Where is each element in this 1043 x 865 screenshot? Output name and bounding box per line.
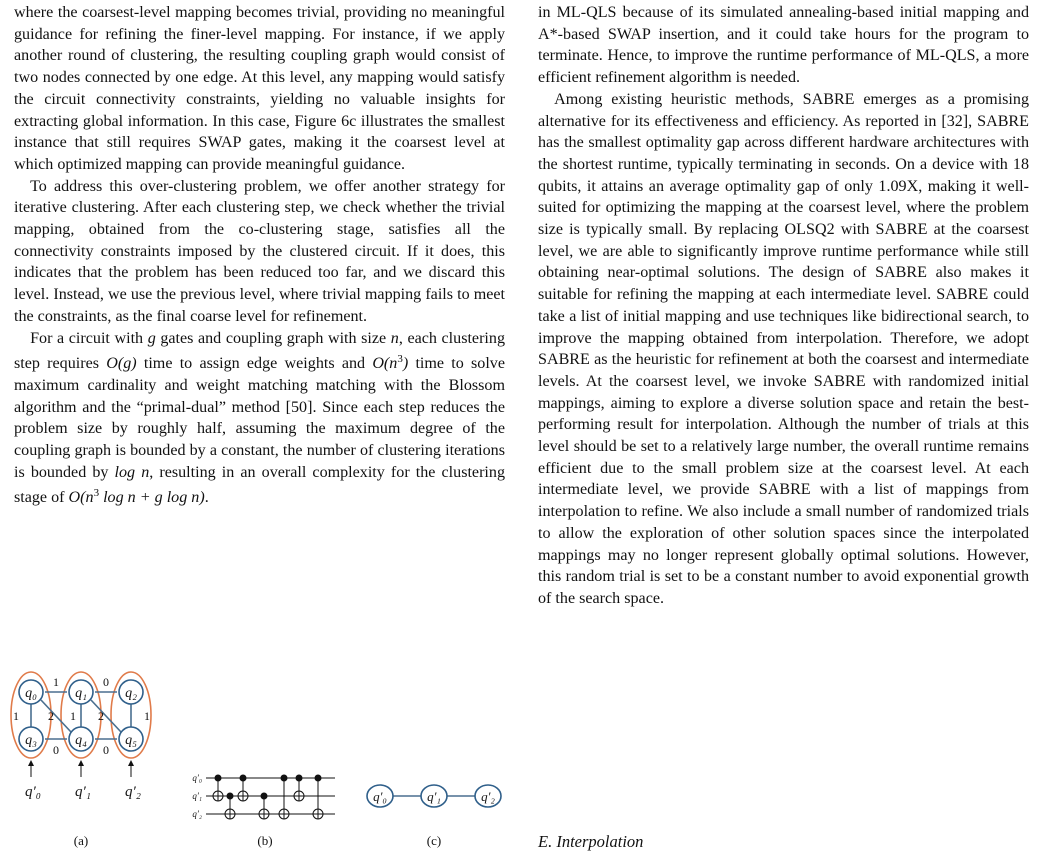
text-run: For a circuit with — [30, 329, 148, 347]
node-label: q₂ — [125, 686, 137, 701]
math-part: log n + g log n) — [99, 489, 205, 507]
cnot-control — [261, 793, 268, 800]
text-run: , resulting in an overall complexity for the clustering stage of — [14, 463, 505, 507]
math-n: n — [390, 329, 399, 347]
arrowhead — [78, 760, 84, 766]
edge-weight: 1 — [70, 709, 76, 723]
caption-a: (a) — [73, 833, 89, 848]
left-paragraph-1: where the coarsest-level mapping becomes trivial, providing no meaningful guidance for refining the finer-level mapping. For instance, if we apply another round of clustering, the resulting coupling graph would consist of two nodes connected by one edge. At this level, any mapping would satisfy the circuit connectivity constraints, yielding no valuable insights for extracting global information. In this case, Figure 6c illustrates the smallest instance that still requires SWAP gates, making it the coarsest level at which optimized mapping can provide meaningful guidance. — [14, 4, 505, 173]
node-label: q₁ — [75, 686, 87, 701]
section-heading: E. Interpolation — [538, 832, 644, 851]
node-label: q′₀ — [373, 789, 387, 804]
figure-6 — [0, 665, 520, 860]
edge-weight: 1 — [53, 675, 59, 689]
edge-weight: 0 — [103, 743, 109, 757]
math-part: O(n — [372, 355, 398, 373]
figure-svg — [0, 665, 520, 860]
left-column — [14, 2, 505, 509]
text-run: time to assign edge weights and — [136, 355, 373, 373]
math-exp: 3 — [93, 487, 100, 500]
cluster-label: q′₂ — [125, 784, 141, 800]
text-run: . — [204, 489, 209, 507]
edge-weight: 2 — [48, 709, 54, 723]
text-run: , each clustering step requires — [14, 329, 505, 373]
cnot-control — [315, 775, 322, 782]
math-complexity — [69, 489, 205, 506]
edge-weight: 2 — [98, 709, 104, 723]
node-label: q′₂ — [481, 789, 495, 804]
math-part: O(n — [68, 489, 94, 507]
arrowhead — [28, 760, 34, 766]
left-paragraph-2: To address this over-clustering problem, we offer another strategy for iterative clustering. After each clustering step, we check whether the trivial mapping, obtained from the co-clustering stage, satisfies all the connectivity constraints imposed by the clustered circuit. If it does, this indicates that the problem has been reduced too far, and we discard this level. Instead, we use the previous level, where trivial mapping fails to meet the constraints, as the final coarse level for refinement. — [14, 177, 505, 325]
node-label: q₀ — [25, 686, 37, 701]
edge-weight: 1 — [144, 709, 150, 723]
text-run: time to solve maximum cardinality and weight matching matching with the Blossom algorithm and the “primal-dual” method [50]. Since each step reduces the problem size by roughly half, assuming the maximum degree of the coupling graph is bounded by a constant, the number of clustering iterations is bounded by — [14, 355, 505, 481]
wire-label: q′₀ — [192, 773, 202, 783]
caption-b: (b) — [257, 833, 273, 848]
cnot-control — [296, 775, 303, 782]
cnot-control — [227, 793, 234, 800]
edge — [91, 700, 121, 732]
edge — [41, 700, 71, 732]
wire-label: q′₂ — [192, 809, 202, 819]
cnot-control — [281, 775, 288, 782]
subfigure-a — [11, 672, 151, 848]
arrowhead — [128, 760, 134, 766]
text-run: gates and coupling graph with size — [155, 329, 391, 347]
subfigure-c — [367, 785, 501, 848]
math-exp: 3 — [397, 353, 403, 366]
math-g: g — [147, 329, 156, 347]
node-label: q′₁ — [427, 789, 441, 804]
right-column — [538, 2, 1029, 610]
node-label: q₅ — [125, 733, 137, 748]
node-label: q₃ — [25, 733, 37, 748]
math-og: O(g) — [106, 355, 137, 373]
wire-label: q′₁ — [192, 791, 202, 801]
math-part: ) — [402, 355, 409, 373]
left-paragraph-3 — [14, 328, 505, 510]
node-label: q₄ — [75, 733, 87, 748]
right-paragraph-2: Among existing heuristic methods, SABRE emerges as a promising alternative for its effectiveness and efficiency. As reported in [32], SABRE has the smallest optimality gap across different hardware architectures with the shortest runtime, typically terminating in seconds. On a device with 18 qubits, it attains an average optimality gap of only 1.09X, making it well-suited for optimizing the mapping at the coarsest level, where the problem size is typically small. By replacing OLSQ2 with SABRE at the coarsest level, we are able to significantly improve runtime performance while still obtaining near-optimal solutions. The design of SABRE also makes it suitable for refining the mapping at each intermediate level. SABRE could take a list of initial mapping and use techniques like bidirectional search, to improve the mapping obtained from interpolation. Therefore, we adopt SABRE as the heuristic for refinement at both the coarsest and intermediate levels. At the coarsest level, we invoke SABRE with randomized initial mappings, aiming to explore a diverse solution space and retain the best-performing result for interpolation. Although the number of trials at this level should be set to a relatively large number, the overall runtime remains efficient due to the small problem size at the coarsest level. At each intermediate level, we provide SABRE with a list of mappings from interpolation to refine. We also include a small number of randomized trials to allow the exploration of other solution spaces since the interpolated mappings may no longer represent globally optimal solutions. However, this random trial is set to be a constant number to avoid exponential growth of the search space. — [538, 90, 1029, 607]
caption-c: (c) — [426, 833, 442, 848]
right-paragraph-1: in ML-QLS because of its simulated annealing-based initial mapping and A*-based SWAP insertion, and it could take hours for the program to terminate. Hence, to improve the runtime performance of ML-QLS, a more efficient refinement algorithm is needed. — [538, 4, 1029, 87]
cnot-control — [240, 775, 247, 782]
subfigure-b — [192, 773, 335, 848]
cluster-label: q′₁ — [75, 784, 91, 800]
edge-weight: 1 — [13, 709, 19, 723]
edge-weight: 0 — [53, 743, 59, 757]
cluster-label: q′₀ — [25, 784, 41, 800]
cnot-control — [215, 775, 222, 782]
math-logn: log n — [114, 463, 150, 481]
edge-weight: 0 — [103, 675, 109, 689]
math-on3 — [372, 355, 408, 372]
